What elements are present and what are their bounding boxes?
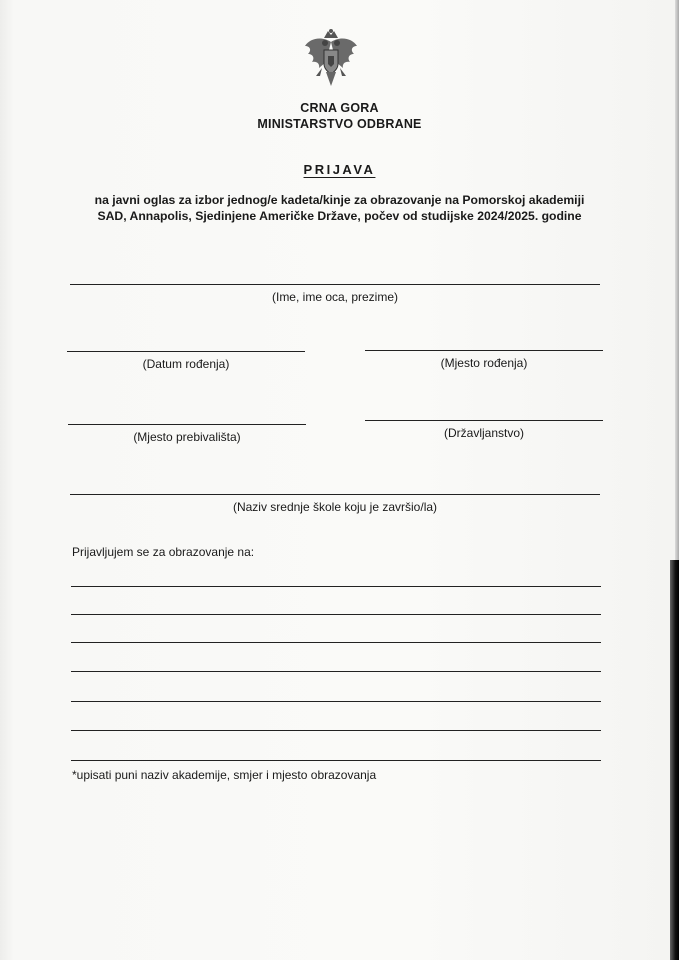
residence-field[interactable] [68, 424, 306, 425]
citizenship-caption: (Državljanstvo) [443, 426, 524, 440]
form-subtitle-line2: SAD, Annapolis, Sjedinjene Američke Države, počev od studijske 2024/2025. godine [97, 209, 582, 223]
answer-line-1[interactable] [71, 586, 601, 587]
apply-label: Prijavljujem se za obrazovanje na: [72, 545, 255, 559]
birth-place-field[interactable] [365, 350, 603, 351]
footnote: *upisati puni naziv akademije, smjer i mjesto obrazovanja [72, 768, 377, 782]
scan-edge [675, 0, 679, 560]
residence-caption: (Mjesto prebivališta) [133, 430, 241, 444]
ministry-heading: MINISTARSTVO ODBRANE [257, 117, 422, 131]
birth-date-field[interactable] [67, 351, 305, 352]
form-title: PRIJAVA [303, 162, 376, 177]
birth-place-caption: (Mjesto rođenja) [440, 356, 528, 370]
birth-date-caption: (Datum rođenja) [142, 357, 230, 371]
answer-line-3[interactable] [71, 642, 601, 643]
school-caption: (Naziv srednje škole koju je završio/la) [232, 500, 438, 514]
country-heading: CRNA GORA [300, 101, 379, 115]
answer-line-4[interactable] [71, 671, 601, 672]
scan-shadow [670, 560, 679, 960]
citizenship-field[interactable] [365, 420, 603, 421]
answer-line-6[interactable] [71, 730, 601, 731]
answer-line-2[interactable] [71, 614, 601, 615]
answer-line-5[interactable] [71, 701, 601, 702]
answer-line-7[interactable] [71, 760, 601, 761]
school-field[interactable] [70, 494, 600, 495]
full-name-field[interactable] [70, 284, 600, 285]
full-name-caption: (Ime, ime oca, prezime) [271, 290, 399, 304]
coat-of-arms-icon [302, 28, 360, 90]
form-subtitle-line1: na javni oglas za izbor jednog/e kadeta/kinje za obrazovanje na Pomorskoj akademiji [94, 193, 585, 207]
